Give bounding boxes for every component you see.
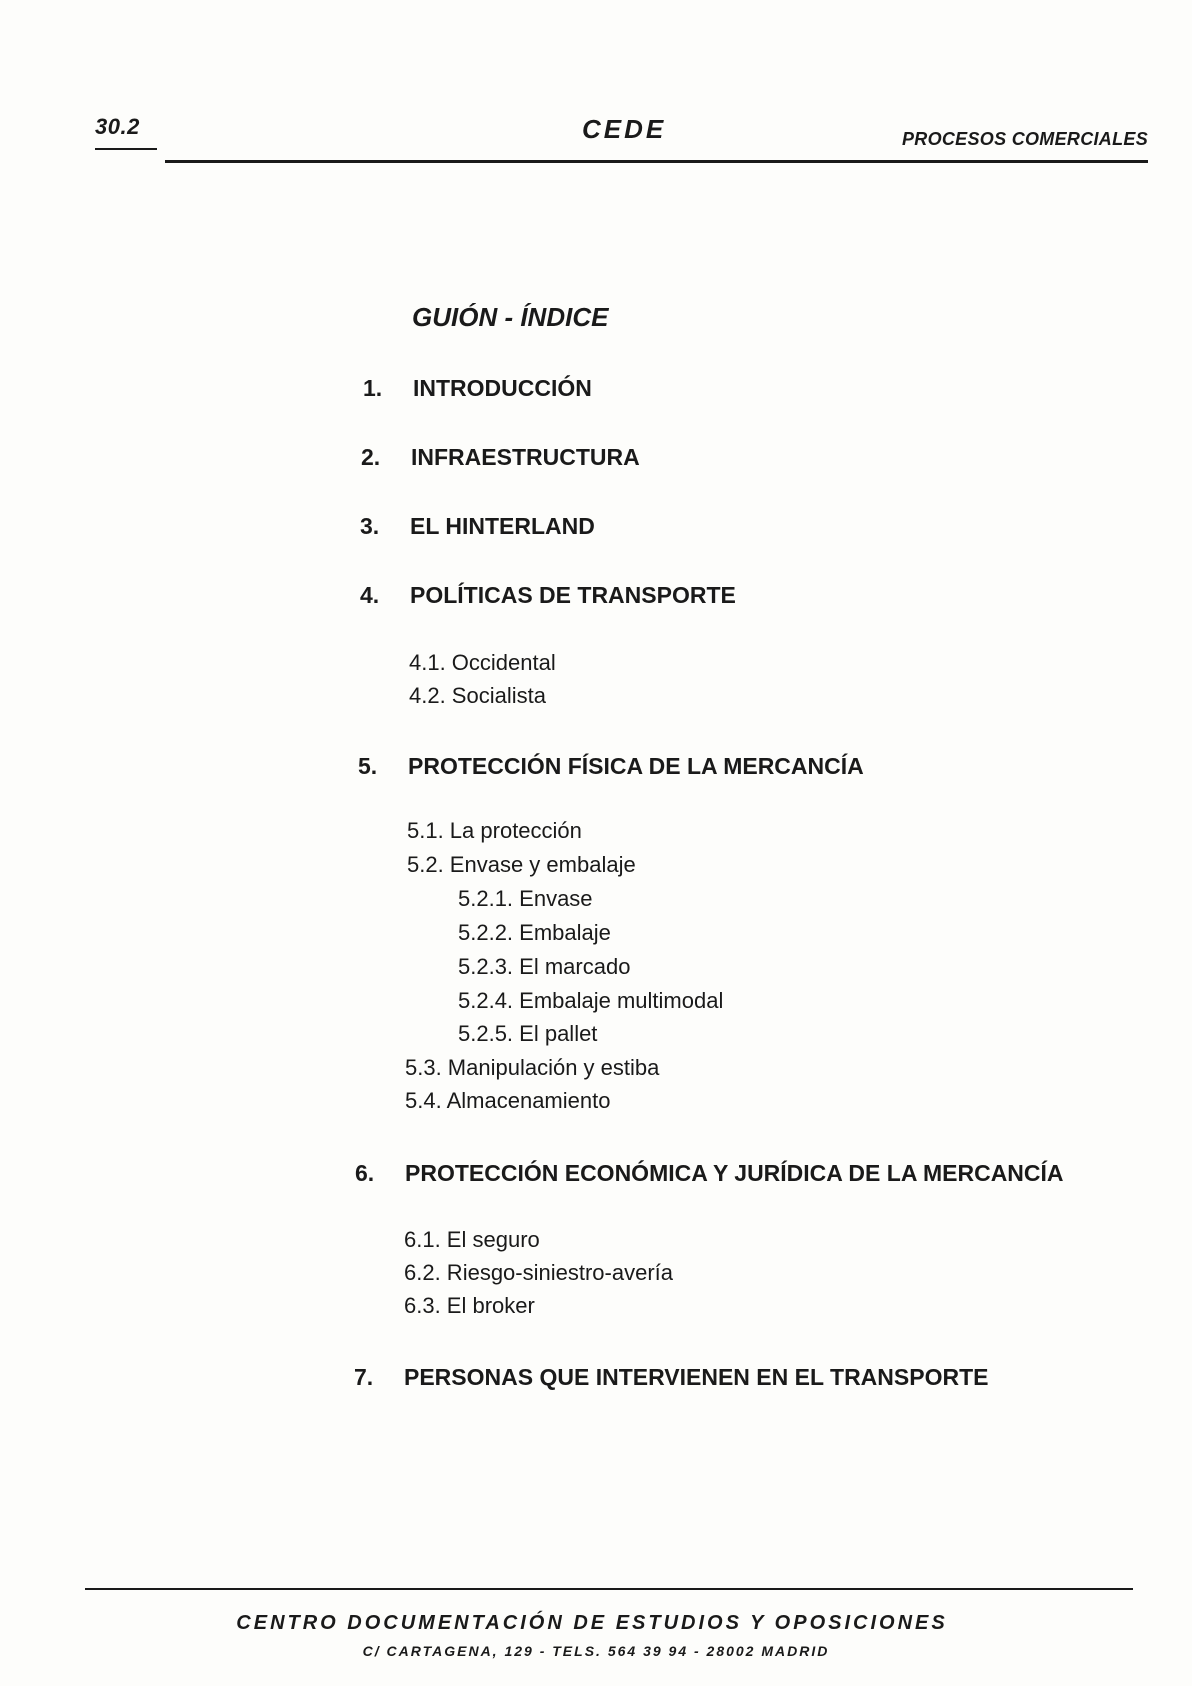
toc-section-label: INTRODUCCIÓN <box>413 375 592 401</box>
toc-section-label: POLÍTICAS DE TRANSPORTE <box>410 582 736 608</box>
toc-section-number: 5. <box>358 753 378 779</box>
footer-address: C/ CARTAGENA, 129 - TELS. 564 39 94 - 28002 MADRID <box>362 1643 830 1659</box>
toc-section-label: PROTECCIÓN FÍSICA DE LA MERCANCÍA <box>408 753 864 779</box>
page-number-underline <box>95 148 157 150</box>
toc-section-label: INFRAESTRUCTURA <box>411 444 640 470</box>
toc-subsection: 5.2.3. El marcado <box>458 954 631 979</box>
toc-section-number: 6. <box>355 1160 375 1186</box>
toc-subsection: 4.2. Socialista <box>409 683 546 708</box>
toc-subsection: 5.2.1. Envase <box>458 886 593 911</box>
toc-subsection: 6.3. El broker <box>404 1293 535 1318</box>
toc-section-label: PROTECCIÓN ECONÓMICA Y JURÍDICA DE LA MERCANCÍA <box>405 1160 1064 1186</box>
toc-subsection: 5.2.5. El pallet <box>458 1021 598 1046</box>
toc-subsection: 6.1. El seguro <box>404 1227 540 1252</box>
toc-section-label: PERSONAS QUE INTERVIENEN EN EL TRANSPORTE <box>404 1364 989 1390</box>
page-number: 30.2 <box>95 114 140 139</box>
toc-subsection: 5.1. La protección <box>407 818 582 843</box>
toc-subsection: 6.2. Riesgo-siniestro-avería <box>404 1260 674 1285</box>
toc-section-number: 1. <box>363 375 383 401</box>
brand-logo-text: CEDE <box>582 114 667 144</box>
footer-organization: CENTRO DOCUMENTACIÓN DE ESTUDIOS Y OPOSICIONES <box>236 1612 948 1634</box>
toc-subsection: 5.2.2. Embalaje <box>458 920 611 945</box>
header-rule <box>165 160 1148 163</box>
toc-section-number: 7. <box>354 1364 374 1390</box>
toc-subsection: 5.2.4. Embalaje multimodal <box>458 988 724 1013</box>
toc-section-number: 3. <box>360 513 380 539</box>
toc-title: GUIÓN - ÍNDICE <box>412 302 609 332</box>
section-title: PROCESOS COMERCIALES <box>901 129 1148 149</box>
toc-subsection: 4.1. Occidental <box>409 650 556 675</box>
toc-subsection: 5.3. Manipulación y estiba <box>405 1055 660 1080</box>
toc-section-label: EL HINTERLAND <box>410 513 595 539</box>
toc-section-number: 2. <box>361 444 381 470</box>
toc-section-number: 4. <box>360 582 380 608</box>
toc-subsection: 5.4. Almacenamiento <box>405 1088 611 1113</box>
footer-rule <box>85 1588 1133 1590</box>
toc-subsection: 5.2. Envase y embalaje <box>407 852 636 877</box>
